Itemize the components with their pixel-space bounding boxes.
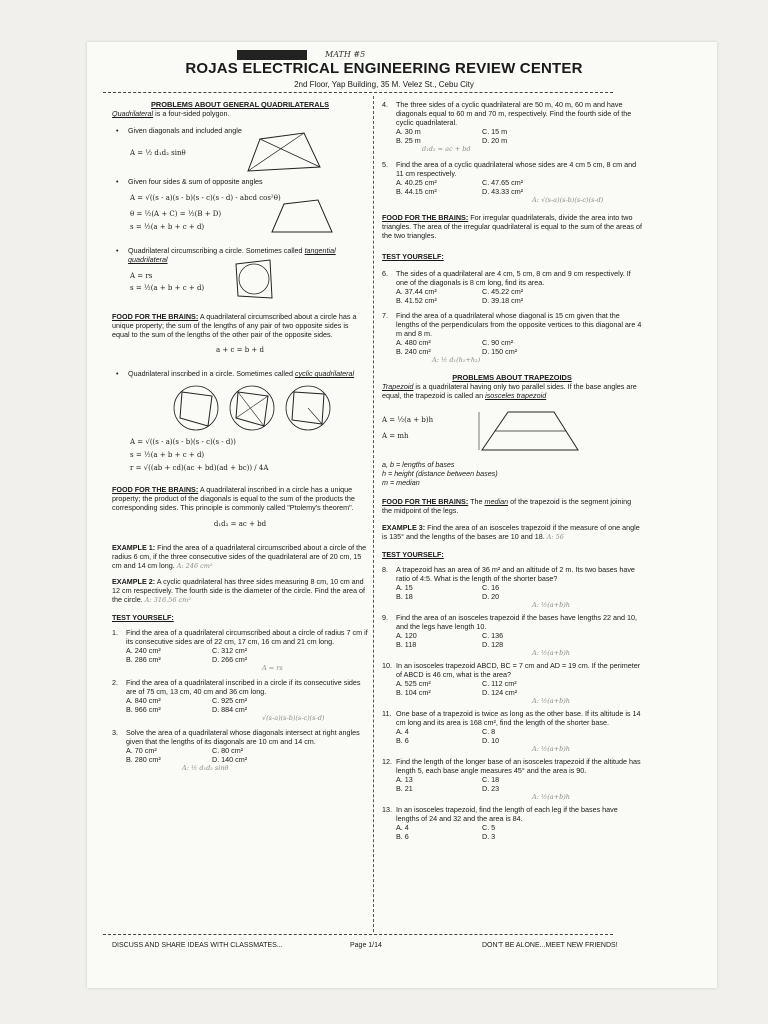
question-2: 2. Find the area of a quadrilateral inscribed in a circle if its consecutive sides are of 75 cm, 13 cm, 40 cm and 36 cm long. A. 840 cm² C. 925 cm² B. 966 cm² D. 884 cm² √(s-a)(s-b)(s-c)(s-d) (112, 678, 368, 723)
quadrilateral-sides-figure (262, 196, 342, 242)
bullet-diagonals: • Given diagonals and included angle (112, 126, 368, 135)
header-divider (103, 92, 613, 93)
right-column (382, 100, 642, 841)
intro-text: Quadrilateral is a four-sided polygon. (112, 109, 230, 118)
quadrilateral-diagonals-figure (240, 131, 330, 177)
handwritten-note: A: ½(a+b)h (532, 649, 570, 657)
question-4: 4. The three sides of a cyclic quadrilateral are 50 m, 40 m, 60 m and have diagonals equal to 60 m and 70 m, respectively. Find the fourth side of the cyclic quadrilateral. A. 30 m C. 15 m B. 25 m D. 20 m d₁d₂ = ac + bd (382, 100, 642, 154)
formula: d₁d₂ = ac + bd (213, 520, 267, 528)
question-8: 8. A trapezoid has an area of 36 m² and an altitude of 2 m. Its two bases have ratio of 4:5. What is the length of the shorter base? A. 15 C. 16 B. 18 D. 20 A: ½(a+b)h (382, 565, 642, 610)
question-7: 7. Find the area of a quadrilateral whose diagonal is 15 cm given that the lengths of the perpendiculars from the opposite vertices to this diagonal are 4 m and 8 m. A. 480 cm² C. 90 cm² B. 240 cm² D. 150 cm² A: ½ d₁(h₁+h₂) (382, 311, 642, 364)
formula: s = ½(a + b + c + d) (130, 284, 205, 292)
handwritten-note: A: ½(a+b)h (532, 697, 570, 705)
definition-ab: a, b = lengths of bases (382, 460, 455, 469)
handwritten-note: A: ½ d₁(h₁+h₂) (432, 356, 481, 364)
footer-right: DON'T BE ALONE...MEET NEW FRIENDS! (482, 942, 618, 949)
food-for-brains-3: FOOD FOR THE BRAINS: For irregular quadrilaterals, divide the area into two triangles. The area of the irregular quadrilateral is equal to the sum of the areas of the two triangles. (382, 213, 642, 240)
column-divider (373, 96, 374, 932)
page-number: Page 1/14 (350, 942, 382, 949)
formula: A = √((s - a)(s - b)(s - c)(s - d) - abcd cos²θ) (130, 194, 281, 202)
example-1: EXAMPLE 1: Find the area of a quadrilateral circumscribed about a circle of the radius 6 cm, if the three consecutive sides of the quadrilateral are of 20 cm, 15 cm and 14 cm long. A: 246 cm² (112, 543, 367, 570)
bullet-tangential: • Quadrilateral circumscribing a circle. Sometimes called tangential quadrilateral (112, 246, 368, 264)
left-column (112, 100, 368, 773)
food-for-brains-4: FOOD FOR THE BRAINS: The median of the trapezoid is the segment joining the midpoint of the legs. (382, 497, 632, 515)
question-9: 9. Find the area of an isosceles trapezoid if the bases have lengths 22 and 10, and the legs have length 10. A. 120 C. 136 B. 118 D. 128 A: ½(a+b)h (382, 613, 642, 658)
footer-left: DISCUSS AND SHARE IDEAS WITH CLASSMATES... (112, 942, 283, 949)
handwritten-note: A: ½(a+b)h (532, 601, 570, 609)
test-yourself-label: TEST YOURSELF: (382, 252, 444, 261)
handwritten-note: A: ½ d₁d₂ sinθ (182, 764, 229, 772)
section-title: PROBLEMS ABOUT GENERAL QUADRILATERALS (150, 100, 330, 109)
formula: A = rs (130, 272, 153, 280)
definition-h: h = height (distance between bases) (382, 469, 498, 478)
handwritten-note: A: √(s-a)(s-b)(s-c)(s-d) (532, 196, 604, 204)
bullet-cyclic: • Quadrilateral inscribed in a circle. Sometimes called cyclic quadrilateral (112, 369, 368, 378)
handwritten-note: √(s-a)(s-b)(s-c)(s-d) (262, 714, 325, 722)
formula: A = ½ d₁d₂ sinθ (130, 149, 186, 157)
question-1: 1. Find the area of a quadrilateral circumscribed about a circle of radius 7 cm if its consecutive sides are of 22 cm, 17 cm, 16 cm and 21 cm long. A. 240 cm² C. 312 cm² B. 286 cm² D. 266 cm² A = rs (112, 628, 368, 672)
formula: a + c = b + d (215, 346, 264, 354)
question-12: 12. Find the length of the longer base of an isosceles trapezoid if the altitude has length 5, each base angle measures 45° and the area is 90. A. 13 C. 18 B. 21 D. 23 A: ½(a+b)h (382, 757, 641, 801)
example-2: EXAMPLE 2: A cyclic quadrilateral has three sides measuring 8 cm, 10 cm and 12 cm respectively. The fourth side is the diameter of the circle. Find the area of the circle. A: 316.56 cm² (112, 577, 366, 604)
footer-divider (103, 934, 613, 935)
question-10: 10. In an isosceles trapezoid ABCD, BC = 7 cm and AD = 19 cm. If the perimeter of ABCD is 46 cm, what is the area? A. 525 cm² C. 112 cm² B. 104 cm² D. 124 cm² A: ½(a+b)h (382, 661, 641, 705)
handwritten-note: MATH #5 (325, 50, 366, 59)
formula: A = √((s - a)(s - b)(s - c)(s - d)) (130, 438, 236, 446)
bullet-four-sides: • Given four sides & sum of opposite angles (112, 177, 368, 186)
formula: r = √((ab + cd)(ac + bd)(ad + bc)) / 4A (130, 464, 269, 472)
redaction-mark (237, 50, 307, 60)
address-line: 2nd Floor, Yap Building, 35 M. Velez St., Cebu City (294, 80, 474, 89)
formula: A = ½(a + b)h (382, 416, 434, 424)
trapezoid-definition: Trapezoid is a quadrilateral having only two parallel sides. If the base angles are equal, the trapezoid is called an isosceles trapezoid (382, 382, 637, 400)
document-title: ROJAS ELECTRICAL ENGINEERING REVIEW CENTER (185, 60, 583, 77)
section-title: PROBLEMS ABOUT TRAPEZOIDS (452, 373, 572, 382)
test-yourself-label: TEST YOURSELF: (382, 550, 444, 559)
test-yourself-label: TEST YOURSELF: (112, 613, 174, 622)
cyclic-quadrilateral-figures (172, 382, 332, 434)
formula: s = ½(a + b + c + d) (130, 451, 205, 459)
question-11: 11. One base of a trapezoid is twice as long as the other base. If its altitude is 14 cm long and its area is 168 cm², find the length of the shorter base. A. 4 C. 8 B. 6 D. 10 A: ½(a+b)h (382, 709, 641, 753)
formula: s = ½(a + b + c + d) (130, 223, 205, 231)
question-6: 6. The sides of a quadrilateral are 4 cm, 5 cm, 8 cm and 9 cm respectively. If one of the diagonals is 8 cm long, find its area. A. 37.44 cm² C. 45.22 cm² B. 41.52 cm² D. 39.18 cm² (382, 269, 631, 305)
example-3: EXAMPLE 3: Find the area of an isosceles trapezoid if the measure of one angle is 135° and the lengths of the bases are 10 and 18. A: 56 (382, 523, 640, 541)
handwritten-note: A: ½(a+b)h (532, 793, 570, 801)
question-5: 5. Find the area of a cyclic quadrilateral whose sides are 4 cm 5 cm, 8 cm and 11 cm respectively. A. 40.25 cm² C. 47.65 cm² B. 44.15 cm² D. 43.33 cm² A: √(s-a)(s-b)(s-c)(s-d) (382, 160, 642, 205)
handwritten-note: A = rs (262, 664, 283, 672)
handwritten-note: d₁d₂ = ac + bd (422, 145, 471, 153)
formula: θ = ½(A + C) = ½(B + D) (130, 210, 222, 218)
food-for-brains-1: FOOD FOR THE BRAINS: A quadrilateral circumscribed about a circle has a unique property; the sum of the lengths of any pair of two opposite sides is equal to the sum of the lengths of the other pair of the opposite sides. (112, 312, 357, 339)
trapezoid-figure (478, 402, 588, 458)
question-13: 13. In an isosceles trapezoid, find the length of each leg if the bases have lengths of 24 and 32 and the area is 84. A. 4 C. 5 B. 6 D. 3 (382, 805, 618, 841)
formula: A = mh (382, 432, 409, 440)
question-3: 3. Solve the area of a quadrilateral whose diagonals intersect at right angles given that the lengths of its diagonals are 10 cm and 14 cm. A. 70 cm² C. 80 cm² B. 280 cm² D. 140 cm² A: ½ d₁d₂ sinθ (112, 728, 368, 773)
food-for-brains-2: FOOD FOR THE BRAINS: A quadrilateral inscribed in a circle has a unique property; the product of the diagonals is equal to the sum of the products the corresponding sides. This principle is commonly called "Ptolemy's theorem". (112, 485, 355, 512)
definition-m: m = median (382, 478, 420, 487)
tangential-quadrilateral-figure (232, 258, 276, 302)
handwritten-note: A: ½(a+b)h (532, 745, 570, 753)
